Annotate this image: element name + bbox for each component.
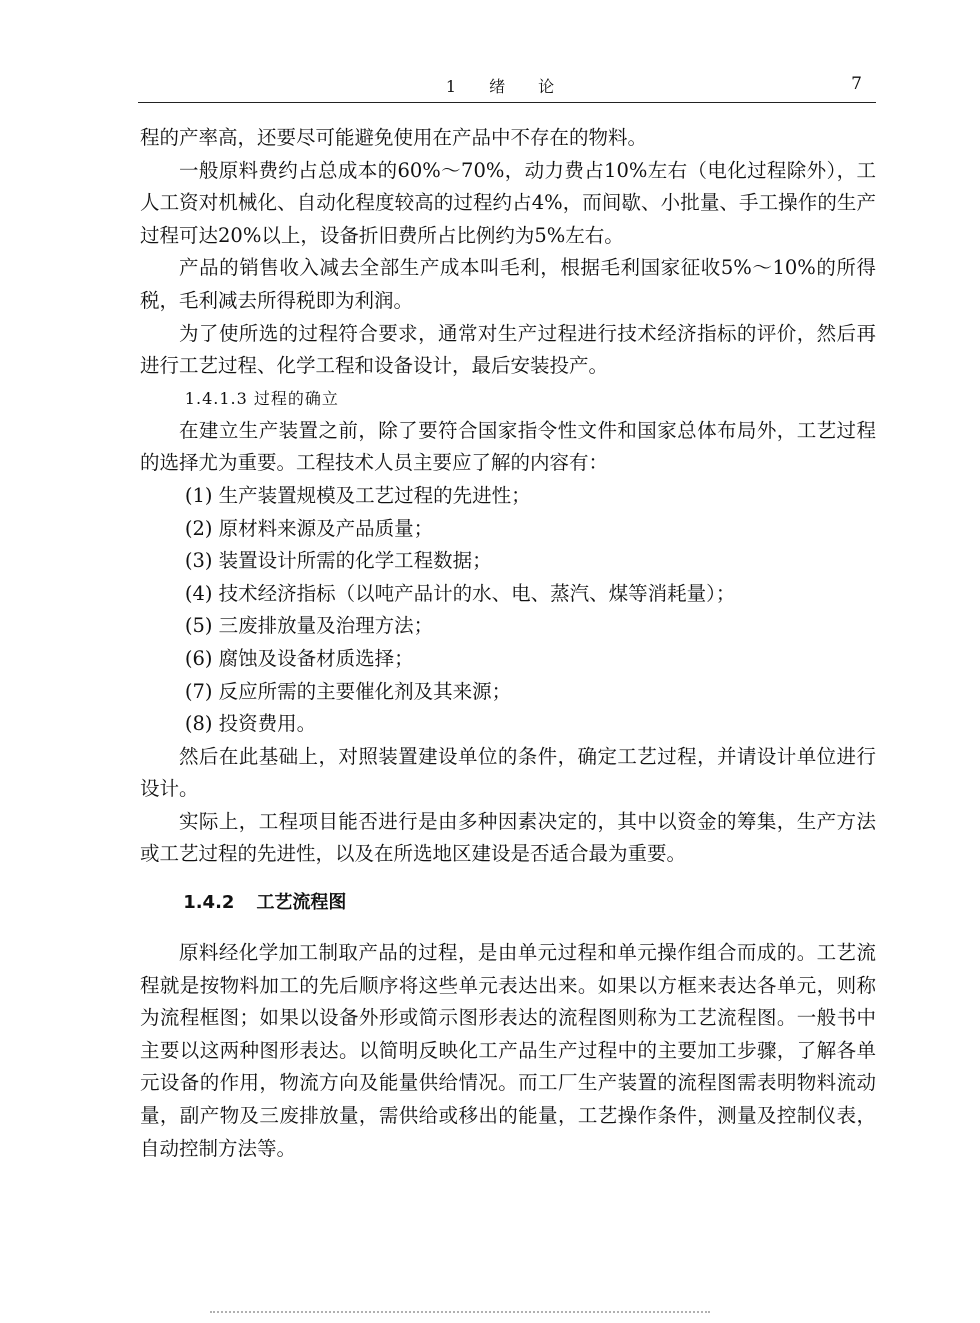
chapter-title: 1 绪 论: [445, 77, 569, 96]
list-item: (6) 腐蚀及设备材质选择；: [184, 646, 414, 670]
scan-artifact: [210, 1308, 710, 1313]
list-item: (2) 原材料来源及产品质量；: [184, 516, 434, 540]
page-body: [140, 122, 876, 1165]
paragraph-1: 程的产率高，还要尽可能避免使用在产品中不存在的物料。: [140, 126, 648, 149]
list-item: (5) 三废排放量及治理方法；: [184, 614, 434, 638]
list-item: (1) 生产装置规模及工艺过程的先进性；: [184, 483, 531, 507]
paragraph-4: 为了使所选的过程符合要求，通常对生产过程进行技术经济指标的评价，然后再进行工艺过程、化学工程和设备设计，最后安装投产。: [140, 321, 876, 378]
running-header: [138, 72, 876, 103]
list-item: (7) 反应所需的主要催化剂及其来源；: [184, 679, 512, 703]
paragraph-3: 产品的销售收入减去全部生产成本叫毛利，根据毛利国家征收5%～10%的所得税，毛利减去所得税即为利润。: [140, 256, 876, 312]
paragraph-7: 实际上，工程项目能否进行是由多种因素决定的，其中以资金的筹集，生产方法或工艺过程的先进性，以及在所选地区建设是否适合最为重要。: [140, 809, 876, 866]
page-number: 7: [851, 74, 862, 94]
paragraph-2: 一般原料费约占总成本的60%～70%，动力费占10%左右（电化过程除外），工人工资对机械化、自动化程度较高的过程约占4%，而间歇、小批量、手工操作的生产过程可达20%以上，设备折旧费所占比例约为5%左右。: [140, 158, 876, 247]
paragraph-8: 原料经化学加工制取产品的过程，是由单元过程和单元操作组合而成的。工艺流程就是按物料加工的先后顺序将这些单元表达出来。如果以方框来表达各单元，则称为流程框图；如果以设备外形或简示图形表达的流程图则称为工艺流程图。一般书中主要以这两种图形表达。以简明反映化工产品生产过程中的主要加工步骤，了解各单元设备的作用，物流方向及能量供给情况。而工厂生产装置的流程图需表明物料流动量，副产物及三废排放量，需供给或移出的能量，工艺操作条件，测量及控制仪表，自动控制方法等。: [140, 941, 876, 1160]
paragraph-5: 在建立生产装置之前，除了要符合国家指令性文件和国家总体布局外，工艺过程的选择尤为重要。工程技术人员主要应了解的内容有：: [140, 418, 876, 475]
list-item: (4) 技术经济指标（以吨产品计的水、电、蒸汽、煤等消耗量）；: [184, 581, 736, 605]
list-item: (8) 投资费用。: [184, 712, 317, 736]
list-item: (3) 装置设计所需的化学工程数据；: [184, 549, 492, 573]
section-title: 工艺流程图: [256, 892, 347, 914]
section-heading: [140, 889, 876, 917]
paragraph-6: 然后在此基础上，对照装置建设单位的条件，确定工艺过程，并请设计单位进行设计。: [140, 744, 876, 801]
subsection-heading: 1.4.1.3 过程的确立: [184, 388, 339, 408]
section-number: 1.4.2: [183, 892, 235, 914]
